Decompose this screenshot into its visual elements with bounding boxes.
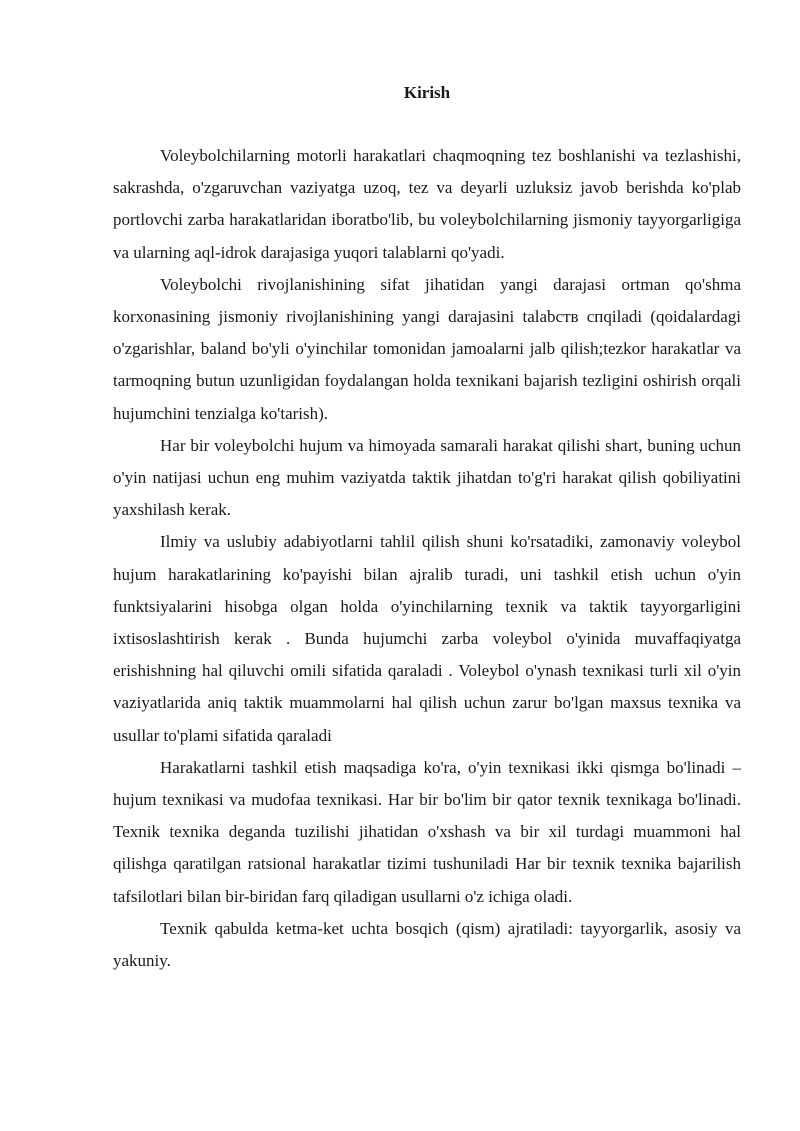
paragraph-6: Texnik qabulda ketma-ket uchta bosqich (qism) ajratiladi: tayyorgarlik, asosiy va yakuniy. <box>113 918 741 971</box>
paragraph-5: Harakatlarni tashkil etish maqsadiga ko'ra, o'yin texnikasi ikki qismga bo'linadi – hujum texnikasi va mudofaa texnikasi. Har bir bo'lim bir qator texnik texnikaga bo'linadi. Texnik texnika deganda tuzilishi jihatidan o'xshash va bir xil turdagi muammoni hal qilishga qaratilgan ratsional harakatlar tizimi tushuniladi Har bir texnik texnika bajarilish tafsilotlari bilan bir-biridan farq qiladigan usullarni o'z ichiga oladi. <box>113 757 741 906</box>
document-page <box>113 80 741 977</box>
paragraph-3: Har bir voleybolchi hujum va himoyada samarali harakat qilishi shart, buning uchun o'yin natijasi uchun eng muhim vaziyatda taktik jihatdan to'g'ri harakat qilish qobiliyatini yaxshilash kerak. <box>113 435 741 520</box>
paragraph-4: Ilmiy va uslubiy adabiyotlarni tahlil qilish shuni ko'rsatadiki, zamonaviy voleybol hujum harakatlarining ko'payishi bilan ajralib turadi, uni tashkil etish uchun o'yin funktsiyalarini hisobga olgan holda o'yinchilarning texnik va taktik tayyorgarligini ixtisoslashtirish kerak . Bunda hujumchi zarba voleybol o'yinida muvaffaqiyatga erishishning hal qiluvchi omili sifatida qaraladi . Voleybol o'ynash texnikasi turli xil o'yin vaziyatlarida aniq taktik muammolarni hal qilish uchun zarur bo'lgan maxsus texnika va usullar to'plami sifatida qaraladi <box>113 532 741 745</box>
paragraph-1: Voleybolchilarning motorli harakatlari chaqmoqning tez boshlanishi va tezlashishi, sakrashda, o'zgaruvchan vaziyatga uzoq, tez va deyarli uzluksiz javob berishda ko'plab portlovchi zarba harakatlaridan iboratbo'lib, bu voleybolchilarning jismoniy tayyorgarligiga va ularning aql-idrok darajasiga yuqori talablarni qo'yadi. <box>113 146 741 262</box>
page-title: Kirish <box>403 83 451 102</box>
paragraph-2: Voleybolchi rivojlanishining sifat jihatidan yangi darajasi ortman qo'shma korxonasining jismoniy rivojlanishining yangi darajasini talabств cпqiladi (qoidalardagi o'zgarishlar, baland bo'yli o'yinchilar tomonidan jamoalarni jalb qilish;tezkor harakatlar va tarmoqning butun uzunligidan foydalangan holda texnikani bajarish tezligini oshirish orqali hujumchini tenzialga ko'tarish). <box>113 274 741 423</box>
